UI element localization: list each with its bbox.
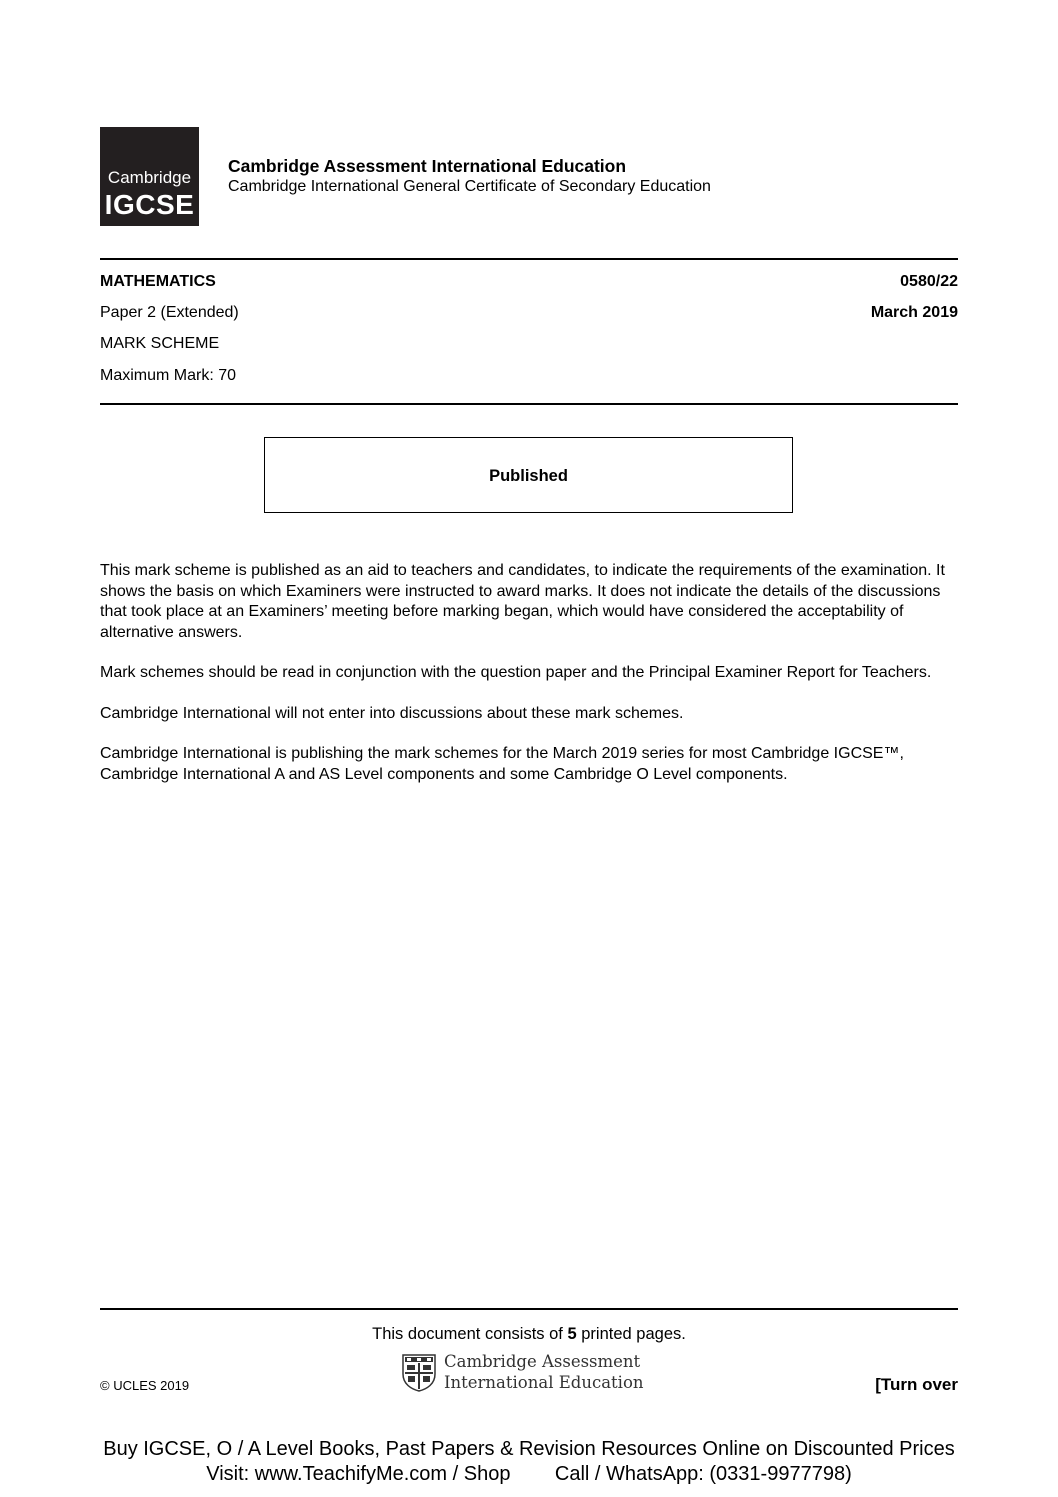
turn-over: [Turn over — [875, 1375, 958, 1394]
logo-top-text: Cambridge — [107, 168, 192, 187]
status-box — [264, 437, 793, 513]
header-divider — [100, 258, 958, 260]
footer-divider — [100, 1308, 958, 1310]
exam-session: March 2019 — [870, 304, 958, 321]
ca-logo-line1: Cambridge Assessment — [444, 1352, 641, 1371]
organization-name: Cambridge Assessment International Education — [228, 156, 627, 176]
organization-subtitle: Cambridge International General Certificate of Secondary Education — [228, 178, 711, 195]
promo-line-1: Buy IGCSE, O / A Level Books, Past Papers & Revision Resources Online on Discounted Prices — [103, 1438, 955, 1460]
maximum-mark: Maximum Mark: 70 — [100, 367, 237, 384]
body-text — [100, 561, 960, 805]
paragraph: Cambridge International will not enter into discussions about these mark schemes. — [100, 704, 684, 722]
subject: MATHEMATICS — [100, 273, 216, 290]
page-count-prefix: This document consists of — [372, 1325, 568, 1343]
cambridge-assessment-logo — [402, 1352, 662, 1394]
document-type: MARK SCHEME — [100, 335, 220, 352]
ca-logo-line2: International Education — [444, 1373, 644, 1392]
page-count-suffix: printed pages. — [576, 1325, 686, 1343]
page-count-note — [100, 1325, 958, 1344]
syllabus-code: 0580/22 — [900, 273, 958, 290]
meta-divider — [100, 403, 958, 405]
status-label: Published — [489, 467, 568, 485]
paragraph: Mark schemes should be read in conjunction with the question paper and the Principal Examiner Report for Teachers. — [100, 664, 932, 681]
logo-bottom-text: IGCSE — [104, 189, 195, 220]
paragraph: Cambridge International is publishing the mark schemes for the March 2019 series for most Cambridge IGCSE™, Cambridge International A and AS Level components and some Cambridge O Level components. — [100, 745, 904, 783]
paper-name: Paper 2 (Extended) — [100, 304, 239, 321]
crest-icon — [402, 1354, 436, 1392]
paragraph: This mark scheme is published as an aid to teachers and candidates, to indicate the requirements of the examination. It shows the basis on which Examiners were instructed to award marks. It does not indicate the details of the discussions that took place at an Examiners’ meeting before marking began, which would have considered the acceptability of alternative answers. — [100, 562, 945, 641]
cambridge-igcse-logo — [100, 127, 199, 226]
promo-line-2: Visit: www.TeachifyMe.com / Shop Call / WhatsApp: (0331-9977798) — [206, 1463, 852, 1485]
page-count: 5 — [567, 1325, 577, 1343]
copyright: © UCLES 2019 — [100, 1378, 190, 1393]
